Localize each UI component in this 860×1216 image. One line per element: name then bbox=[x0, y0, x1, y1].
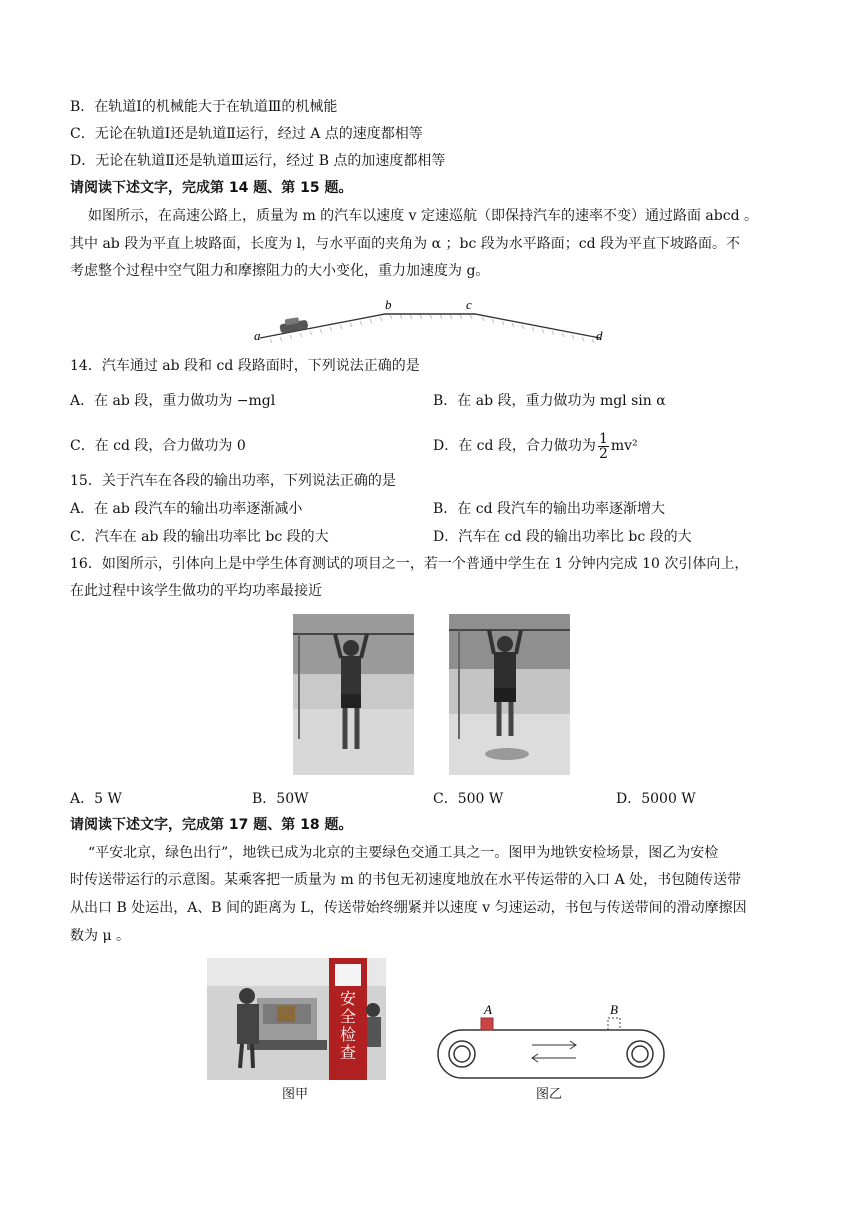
road-label-a: a bbox=[254, 328, 261, 343]
q16-stem: 16．如图所示，引体向上是中学生体育测试的项目之一，若一个普通中学生在 1 分钟内完成 10 次引体向上， bbox=[70, 556, 749, 572]
fraction-half bbox=[598, 432, 609, 461]
passage-line: 时传送带运行的示意图。某乘客把一质量为 m 的书包无初速度地放在水平传运带的入口 A 处，书包随传送带 bbox=[70, 872, 742, 888]
q14-option-a: A．在 ab 段，重力做功为 −mgl bbox=[70, 393, 276, 409]
q14-option-b: B．在 ab 段，重力做功为 mgl sin α bbox=[433, 393, 666, 409]
passage-line: 其中 ab 段为平直上坡路面，长度为 l，与水平面的夹角为 α ；bc 段为水平路面；cd 段为平直下坡路面。不 bbox=[70, 236, 740, 252]
direction-arrows bbox=[532, 1041, 576, 1062]
q14-option-d bbox=[433, 428, 638, 464]
q15-option-c: C．汽车在 ab 段的输出功率比 bc 段的大 bbox=[70, 529, 329, 545]
q15-stem: 15．关于汽车在各段的输出功率，下列说法正确的是 bbox=[70, 473, 396, 489]
q16-option-c: C．500 W bbox=[433, 791, 504, 807]
caption-figure-yi: 图乙 bbox=[536, 1087, 563, 1102]
belt-label-b: B bbox=[610, 1004, 618, 1017]
bag-at-a bbox=[481, 1018, 493, 1030]
q16-option-b: B．50W bbox=[252, 791, 309, 807]
q14-option-d-prefix: D．在 cd 段，合力做功为 bbox=[433, 438, 596, 454]
security-scene-graphic bbox=[207, 958, 386, 1080]
bag-at-b bbox=[608, 1018, 620, 1030]
car-icon bbox=[279, 317, 308, 333]
q14-option-d-suffix: mv² bbox=[610, 438, 638, 454]
passage-line: 从出口 B 处运出，A、B 间的距离为 L，传送带始终绷紧并以速度 v 匀速运动，书包与传送带间的滑动摩擦因 bbox=[70, 900, 747, 916]
q14-stem: 14．汽车通过 ab 段和 cd 段路面时，下列说法正确的是 bbox=[70, 358, 420, 374]
sign-char: 查 bbox=[339, 1043, 357, 1062]
passage-line: 数为 μ 。 bbox=[70, 928, 130, 944]
sign-char: 安 bbox=[339, 989, 357, 1008]
road-label-c: c bbox=[466, 297, 472, 312]
pullup-person-graphic bbox=[293, 614, 414, 775]
passage-line: 如图所示，在高速公路上，质量为 m 的汽车以速度 v 定速巡航（即保持汽车的速率不变）通过路面 abcd 。 bbox=[88, 208, 758, 224]
road-label-b: b bbox=[385, 297, 392, 312]
q13-option-d: D．无论在轨道Ⅱ还是轨道Ⅲ运行，经过 B 点的加速度都相等 bbox=[70, 153, 446, 169]
q16-option-d: D．5000 W bbox=[616, 791, 696, 807]
q15-option-d: D．汽车在 cd 段的输出功率比 bc 段的大 bbox=[433, 529, 692, 545]
q13-option-b: B．在轨道Ⅰ的机械能大于在轨道Ⅲ的机械能 bbox=[70, 99, 338, 115]
passage-line: “平安北京，绿色出行”，地铁已成为北京的主要绿色交通工具之一。图甲为地铁安检场景，图乙为安检 bbox=[88, 845, 719, 861]
q15-option-b: B．在 cd 段汽车的输出功率逐渐增大 bbox=[433, 501, 665, 517]
fraction-denominator: 2 bbox=[598, 445, 608, 462]
security-check-photo bbox=[207, 958, 386, 1080]
road-label-d: d bbox=[596, 328, 603, 343]
q16-stem: 在此过程中该学生做功的平均功率最接近 bbox=[70, 583, 322, 599]
q16-option-a: A．5 W bbox=[70, 791, 122, 807]
road-diagram bbox=[250, 292, 610, 348]
q13-option-c: C．无论在轨道Ⅰ还是轨道Ⅱ运行，经过 A 点的速度都相等 bbox=[70, 126, 423, 142]
section-header-17-18: 请阅读下述文字，完成第 17 题、第 18 题。 bbox=[70, 817, 353, 833]
pullup-photo-2 bbox=[449, 614, 570, 775]
caption-figure-jia: 图甲 bbox=[282, 1087, 309, 1102]
pullup-photo-1 bbox=[293, 614, 414, 775]
sign-char: 全 bbox=[339, 1007, 357, 1026]
passage-line: 考虑整个过程中空气阻力和摩擦阻力的大小变化，重力加速度为 g。 bbox=[70, 263, 490, 279]
q14-option-c: C．在 cd 段，合力做功为 0 bbox=[70, 438, 246, 454]
sign-char: 检 bbox=[339, 1025, 357, 1044]
conveyor-belt-diagram bbox=[436, 1004, 666, 1080]
belt-label-a: A bbox=[484, 1004, 492, 1017]
pullup-person-graphic bbox=[449, 614, 570, 775]
fraction-numerator: 1 bbox=[598, 430, 608, 447]
section-header-14-15: 请阅读下述文字，完成第 14 题、第 15 题。 bbox=[70, 180, 353, 196]
q15-option-a: A．在 ab 段汽车的输出功率逐渐减小 bbox=[70, 501, 303, 517]
